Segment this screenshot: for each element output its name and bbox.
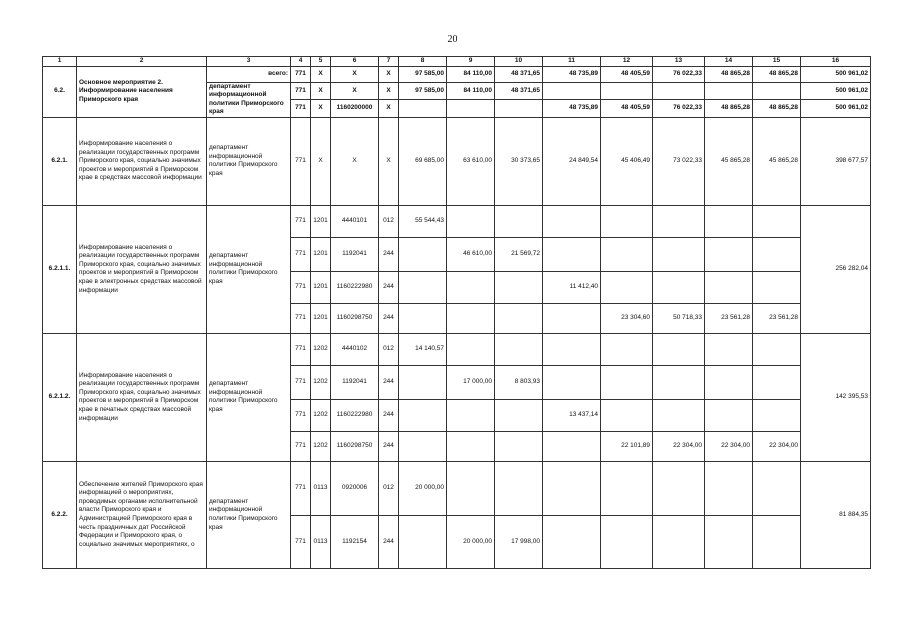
cell-c7: 244: [379, 237, 399, 271]
column-number: 12: [601, 57, 653, 67]
cell-c14: [705, 515, 753, 568]
cell-c14: [705, 271, 753, 303]
column-number: 2: [77, 57, 207, 67]
cell-c7: Х: [379, 66, 399, 82]
cell-c15: 23 561,28: [753, 303, 801, 333]
cell-c13: [653, 82, 705, 100]
column-number-row: [43, 57, 871, 67]
cell-c14: [705, 333, 753, 365]
cell-c12: [601, 333, 653, 365]
cell-c7: 244: [379, 515, 399, 568]
cell-c10: [495, 461, 543, 515]
cell-c13: [653, 333, 705, 365]
total-label: всего:: [207, 66, 291, 82]
column-number: 9: [447, 57, 495, 67]
cell-c10: 21 569,72: [495, 237, 543, 271]
cell-c15: [753, 205, 801, 237]
cell-c14: 48 865,28: [705, 100, 753, 118]
cell-c5: 1201: [311, 237, 331, 271]
executor: департамент информационной политики Приморского края: [207, 333, 291, 461]
cell-c10: 48 371,65: [495, 66, 543, 82]
cell-c13: 76 022,33: [653, 66, 705, 82]
table-row: [43, 461, 871, 515]
column-number: 6: [331, 57, 379, 67]
table-row: [43, 333, 871, 365]
measure-name: Информирование населения о реализации государственных программ Приморского края, социально значимых проектов и мероприятий в Приморском крае в печатных средствах массовой информации: [77, 333, 207, 461]
row-total: 256 282,04: [801, 205, 871, 333]
cell-c10: [495, 399, 543, 431]
cell-c14: 48 865,28: [705, 66, 753, 82]
cell-c11: [543, 303, 601, 333]
cell-c12: 45 406,49: [601, 117, 653, 205]
row-id: 6.2.1.2.: [43, 333, 77, 461]
cell-c6: 4440102: [331, 333, 379, 365]
cell-c6: Х: [331, 82, 379, 100]
cell-c5: 0113: [311, 461, 331, 515]
cell-c4: 771: [291, 515, 311, 568]
cell-c13: [653, 515, 705, 568]
measure-name: Информирование населения о реализации государственных программ Приморского края, социально значимых проектов и мероприятий в Приморском крае в электронных средствах массовой информации: [77, 205, 207, 333]
cell-c4: 771: [291, 82, 311, 100]
cell-c12: 48 405,59: [601, 66, 653, 82]
executor: департамент информационной политики Приморского края: [207, 82, 291, 117]
cell-c12: [601, 365, 653, 399]
cell-c11: [543, 461, 601, 515]
row-total: 500 961,02: [801, 66, 871, 82]
cell-c7: 244: [379, 399, 399, 431]
cell-c9: [447, 100, 495, 118]
column-number: 1: [43, 57, 77, 67]
cell-c4: 771: [291, 117, 311, 205]
cell-c6: Х: [331, 117, 379, 205]
cell-c9: 63 610,00: [447, 117, 495, 205]
cell-c9: [447, 271, 495, 303]
cell-c13: [653, 399, 705, 431]
row-total: 500 961,02: [801, 100, 871, 118]
executor: департамент информационной политики Приморского края: [207, 117, 291, 205]
cell-c12: [601, 237, 653, 271]
cell-c5: 1201: [311, 303, 331, 333]
cell-c12: [601, 271, 653, 303]
cell-c10: [495, 205, 543, 237]
cell-c5: 1202: [311, 399, 331, 431]
cell-c8: [399, 515, 447, 568]
cell-c14: [705, 205, 753, 237]
cell-c15: [753, 461, 801, 515]
cell-c9: [447, 399, 495, 431]
cell-c4: 771: [291, 66, 311, 82]
row-id: 6.2.2.: [43, 461, 77, 568]
executor: департамент информационной политики Приморского края: [207, 461, 291, 568]
cell-c7: 244: [379, 303, 399, 333]
cell-c10: [495, 271, 543, 303]
measure-name: Обеспечение жителей Приморского края информацией о мероприятиях, проводимых органами исполнительной власти Приморского края и Администрацией Приморского края в честь праздничных дат Российской Федерации и Приморского края, о социально значимых мероприятиях, о: [77, 461, 207, 568]
cell-c6: 1160298750: [331, 303, 379, 333]
cell-c5: 1202: [311, 333, 331, 365]
cell-c4: 771: [291, 100, 311, 118]
cell-c10: 48 371,65: [495, 82, 543, 100]
row-id: 6.2.1.1.: [43, 205, 77, 333]
cell-c15: 22 304,00: [753, 431, 801, 461]
cell-c11: [543, 431, 601, 461]
cell-c6: 1160200000: [331, 100, 379, 118]
cell-c5: Х: [311, 100, 331, 118]
cell-c14: 22 304,00: [705, 431, 753, 461]
cell-c10: 17 998,00: [495, 515, 543, 568]
cell-c5: 1202: [311, 365, 331, 399]
column-number: 13: [653, 57, 705, 67]
table-row: [43, 117, 871, 205]
cell-c8: 14 140,57: [399, 333, 447, 365]
cell-c6: 1192041: [331, 237, 379, 271]
cell-c4: 771: [291, 399, 311, 431]
cell-c12: [601, 515, 653, 568]
cell-c10: [495, 100, 543, 118]
cell-c11: 11 412,40: [543, 271, 601, 303]
cell-c14: 23 561,28: [705, 303, 753, 333]
table-row: [43, 66, 871, 82]
cell-c13: 76 022,33: [653, 100, 705, 118]
cell-c14: [705, 399, 753, 431]
budget-table: [42, 56, 871, 569]
cell-c9: [447, 461, 495, 515]
cell-c11: [543, 515, 601, 568]
cell-c13: 50 718,33: [653, 303, 705, 333]
cell-c6: Х: [331, 66, 379, 82]
cell-c7: 244: [379, 365, 399, 399]
cell-c9: 84 110,00: [447, 82, 495, 100]
cell-c7: 012: [379, 461, 399, 515]
cell-c13: 73 022,33: [653, 117, 705, 205]
cell-c14: [705, 365, 753, 399]
cell-c7: Х: [379, 100, 399, 118]
cell-c9: [447, 333, 495, 365]
measure-name: Основное мероприятие 2. Информирование населения Приморского края: [77, 66, 207, 117]
cell-c7: Х: [379, 117, 399, 205]
cell-c15: 48 865,28: [753, 100, 801, 118]
cell-c10: [495, 303, 543, 333]
cell-c13: 22 304,00: [653, 431, 705, 461]
cell-c11: 13 437,14: [543, 399, 601, 431]
cell-c10: [495, 333, 543, 365]
cell-c8: [399, 271, 447, 303]
cell-c12: 23 304,60: [601, 303, 653, 333]
cell-c4: 771: [291, 237, 311, 271]
cell-c12: 22 101,89: [601, 431, 653, 461]
cell-c12: [601, 205, 653, 237]
cell-c10: 8 803,93: [495, 365, 543, 399]
cell-c5: Х: [311, 82, 331, 100]
cell-c11: 48 735,89: [543, 66, 601, 82]
cell-c8: [399, 365, 447, 399]
cell-c6: 4440101: [331, 205, 379, 237]
row-total: 398 677,57: [801, 117, 871, 205]
cell-c15: [753, 271, 801, 303]
cell-c5: 1201: [311, 271, 331, 303]
cell-c8: [399, 399, 447, 431]
cell-c8: 97 585,00: [399, 82, 447, 100]
cell-c4: 771: [291, 365, 311, 399]
column-number: 7: [379, 57, 399, 67]
cell-c5: 0113: [311, 515, 331, 568]
cell-c6: 1160222980: [331, 399, 379, 431]
row-total: 81 884,35: [801, 461, 871, 568]
row-total: 500 961,02: [801, 82, 871, 100]
cell-c8: 20 000,00: [399, 461, 447, 515]
cell-c4: 771: [291, 205, 311, 237]
row-total: 142 395,53: [801, 333, 871, 461]
cell-c6: 1192041: [331, 365, 379, 399]
table-row: [43, 205, 871, 237]
cell-c9: [447, 431, 495, 461]
cell-c11: 24 849,54: [543, 117, 601, 205]
measure-name: Информирование населения о реализации государственных программ Приморского края, социально значимых проектов и мероприятий в Приморском крае в средствах массовой информации: [77, 117, 207, 205]
cell-c6: 1192154: [331, 515, 379, 568]
cell-c8: [399, 100, 447, 118]
cell-c15: [753, 333, 801, 365]
cell-c15: [753, 515, 801, 568]
cell-c12: [601, 399, 653, 431]
cell-c11: 48 735,89: [543, 100, 601, 118]
cell-c7: 012: [379, 205, 399, 237]
executor: департамент информационной политики Приморского края: [207, 205, 291, 333]
row-id: 6.2.1.: [43, 117, 77, 205]
cell-c11: [543, 333, 601, 365]
cell-c6: 1160222980: [331, 271, 379, 303]
column-number: 5: [311, 57, 331, 67]
row-id: 6.2.: [43, 66, 77, 117]
cell-c11: [543, 237, 601, 271]
cell-c4: 771: [291, 271, 311, 303]
cell-c4: 771: [291, 431, 311, 461]
cell-c4: 771: [291, 461, 311, 515]
cell-c6: 1160298750: [331, 431, 379, 461]
cell-c8: [399, 237, 447, 271]
column-number: 10: [495, 57, 543, 67]
cell-c8: [399, 431, 447, 461]
cell-c15: [753, 399, 801, 431]
cell-c5: Х: [311, 66, 331, 82]
cell-c13: [653, 205, 705, 237]
cell-c9: 46 610,00: [447, 237, 495, 271]
cell-c9: 84 110,00: [447, 66, 495, 82]
page-number: 20: [447, 34, 458, 45]
cell-c7: Х: [379, 82, 399, 100]
cell-c8: 55 544,43: [399, 205, 447, 237]
cell-c7: 244: [379, 271, 399, 303]
cell-c7: 244: [379, 431, 399, 461]
cell-c9: [447, 303, 495, 333]
cell-c13: [653, 271, 705, 303]
cell-c7: 012: [379, 333, 399, 365]
cell-c8: 97 585,00: [399, 66, 447, 82]
cell-c11: [543, 82, 601, 100]
column-number: 4: [291, 57, 311, 67]
cell-c14: [705, 237, 753, 271]
cell-c13: [653, 237, 705, 271]
cell-c12: 48 405,59: [601, 100, 653, 118]
cell-c9: 17 000,00: [447, 365, 495, 399]
cell-c12: [601, 82, 653, 100]
column-number: 15: [753, 57, 801, 67]
cell-c9: [447, 205, 495, 237]
cell-c10: [495, 431, 543, 461]
cell-c5: 1201: [311, 205, 331, 237]
cell-c14: [705, 461, 753, 515]
cell-c9: 20 000,00: [447, 515, 495, 568]
column-number: 11: [543, 57, 601, 67]
cell-c6: 0920006: [331, 461, 379, 515]
column-number: 14: [705, 57, 753, 67]
cell-c15: [753, 365, 801, 399]
cell-c5: 1202: [311, 431, 331, 461]
cell-c11: [543, 365, 601, 399]
cell-c4: 771: [291, 333, 311, 365]
cell-c8: 69 685,00: [399, 117, 447, 205]
cell-c15: 45 865,28: [753, 117, 801, 205]
cell-c15: 48 865,28: [753, 66, 801, 82]
cell-c15: [753, 82, 801, 100]
cell-c4: 771: [291, 303, 311, 333]
column-number: 3: [207, 57, 291, 67]
cell-c5: Х: [311, 117, 331, 205]
cell-c15: [753, 237, 801, 271]
cell-c13: [653, 461, 705, 515]
column-number: 8: [399, 57, 447, 67]
cell-c14: [705, 82, 753, 100]
cell-c11: [543, 205, 601, 237]
cell-c14: 45 865,28: [705, 117, 753, 205]
cell-c8: [399, 303, 447, 333]
cell-c13: [653, 365, 705, 399]
column-number: 16: [801, 57, 871, 67]
cell-c12: [601, 461, 653, 515]
cell-c10: 30 373,65: [495, 117, 543, 205]
